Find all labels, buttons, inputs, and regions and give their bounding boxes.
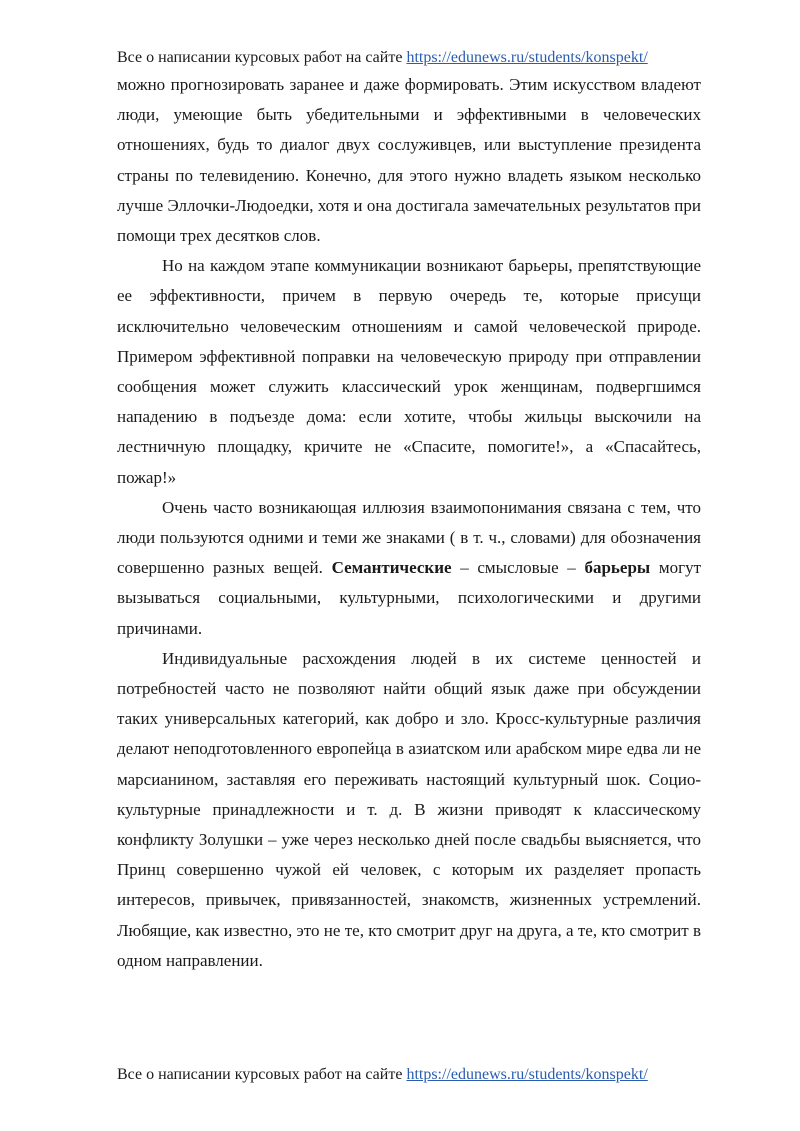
- paragraph-3-text-3: могут вызываться социальными, культурными, психологическими и другими причинами.: [117, 558, 701, 638]
- paragraph-3-text-2: – смысловые –: [451, 558, 585, 578]
- document-body: [117, 70, 701, 976]
- paragraph-3-text-1: Очень часто возникающая иллюзия взаимопонимания связана с тем, что люди пользуются одними и теми же знаками ( в т. ч., словами) для обозначения совершенно разных вещей.: [117, 497, 701, 578]
- paragraph-3: [117, 493, 701, 644]
- paragraph-2: Но на каждом этапе коммуникации возникают барьеры, препятствующие ее эффективности, причем в первую очередь те, которые присущи исключительно человеческим отношениям и самой человеческой природе. Примером эффективной поправки на человеческую природу при отправлении сообщения может служить классический урок женщинам, подвергшимся нападению в подъезде дома: если хотите, чтобы жильцы выскочили на лестничную площадку, кричите не «Спасите, помогите!», а «Спасайтесь, пожар!»: [117, 256, 701, 487]
- term-semantic: Семантические: [331, 558, 452, 578]
- page-header: [117, 48, 648, 68]
- paragraph-1: можно прогнозировать заранее и даже формировать. Этим искусством владеют люди, умеющие быть убедительными и эффективными в человеческих отношениях, будь то диалог двух сослуживцев, или выступление президента страны по телевидению. Конечно, для этого нужно владеть языком несколько лучше Эллочки-Людоедки, хотя и она достигала замечательных результатов при помощи трех десятков слов.: [117, 75, 701, 246]
- footer-link[interactable]: https://edunews.ru/students/konspekt/: [406, 1066, 648, 1083]
- header-text: Все о написании курсовых работ на сайте: [117, 49, 407, 66]
- paragraph-4: Индивидуальные расхождения людей в их системе ценностей и потребностей часто не позволяют найти общий язык даже при обсуждении таких универсальных категорий, как добро и зло. Кросс-культурные различия делают неподготовленного европейца в азиатском или арабском мире едва ли не марсианином, заставляя его переживать настоящий культурный шок. Социо-культурные принадлежности и т. д. В жизни приводят к классическому конфликту Золушки – уже через несколько дней после свадьбы выясняется, что Принц совершенно чужой ей человек, с которым их разделяет пропасть интересов, привычек, привязанностей, знакомств, жизненных устремлений. Любящие, как известно, это не те, кто смотрит друг на друга, а те, кто смотрит в одном направлении.: [117, 648, 701, 970]
- header-link[interactable]: https://edunews.ru/students/konspekt/: [406, 49, 648, 66]
- page-footer: [117, 1065, 648, 1085]
- footer-text: Все о написании курсовых работ на сайте: [117, 1066, 407, 1083]
- term-barriers: барьеры: [584, 558, 651, 578]
